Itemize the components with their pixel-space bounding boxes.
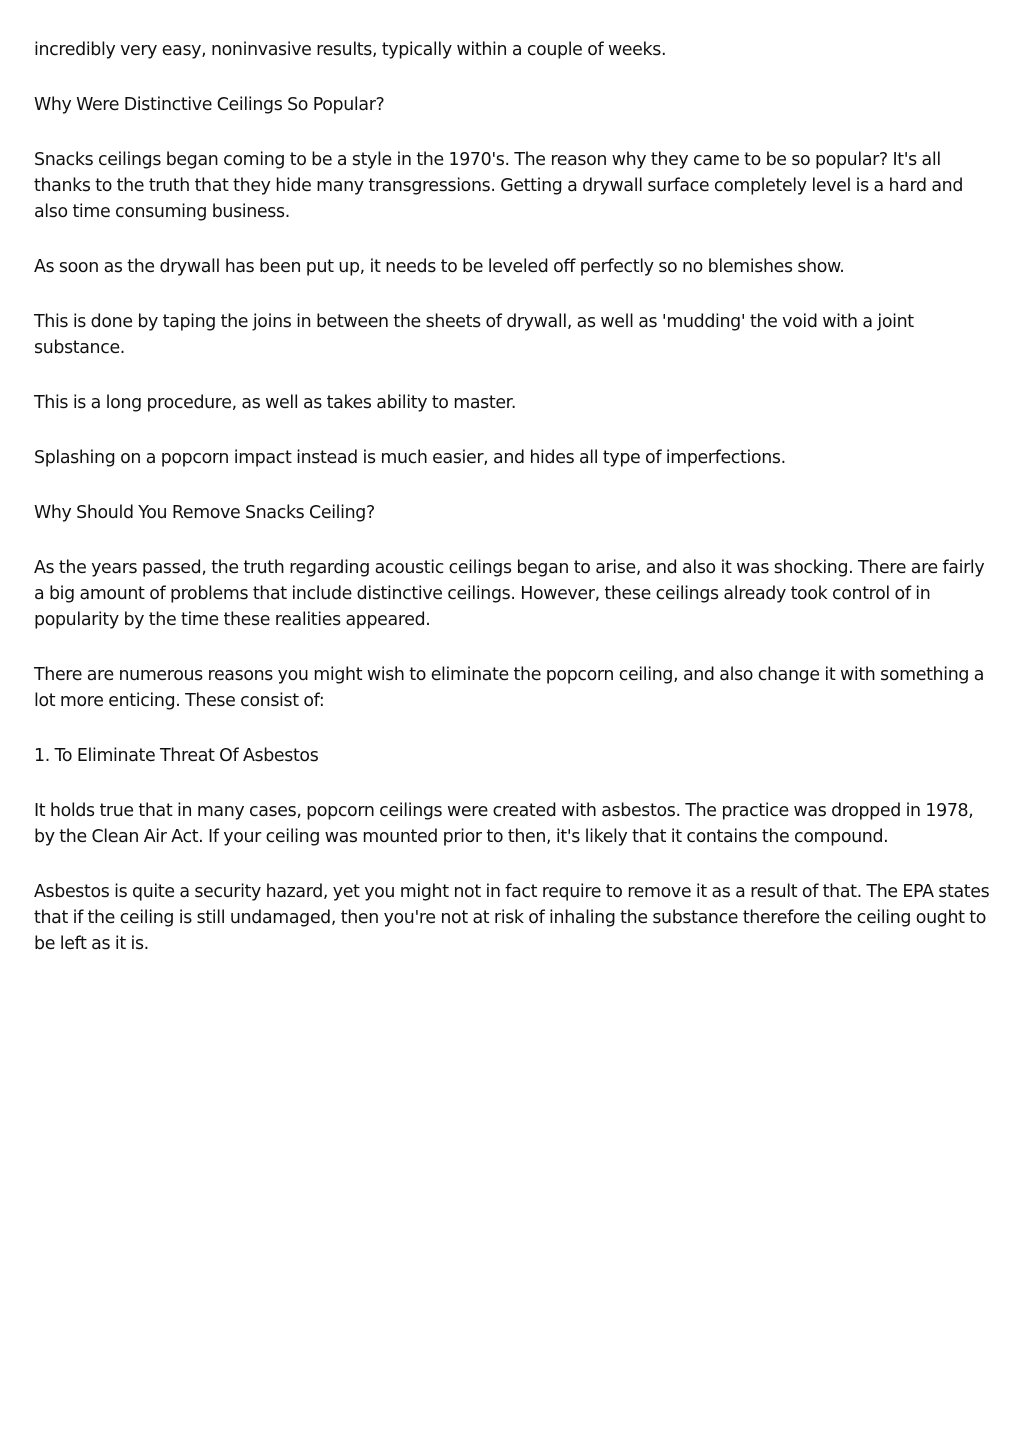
paragraph-asbestos-history: It holds true that in many cases, popcorn ceilings were created with asbestos. The practice was dropped in 1978, by the Clean Air Act. If your ceiling was mounted prior to then, it's likely that it contains the compound.	[34, 801, 974, 847]
document-body	[34, 37, 992, 986]
heading-why-popular: Why Were Distinctive Ceilings So Popular?	[34, 95, 385, 115]
paragraph-long-procedure: This is a long procedure, as well as takes ability to master.	[34, 393, 517, 413]
paragraph-reasons: There are numerous reasons you might wish to eliminate the popcorn ceiling, and also change it with something a lot more enticing. These consist of:	[34, 665, 985, 711]
heading-why-remove: Why Should You Remove Snacks Ceiling?	[34, 503, 375, 523]
paragraph-history: Snacks ceilings began coming to be a style in the 1970's. The reason why they came to be so popular? It's all thanks to the truth that they hide many transgressions. Getting a drywall surface completely level is a hard and also time consuming business.	[34, 150, 964, 222]
paragraph-asbestos-hazard: Asbestos is quite a security hazard, yet you might not in fact require to remove it as a result of that. The EPA states that if the ceiling is still undamaged, then you're not at risk of inhaling the substance therefore the ceiling ought to be left as it is.	[34, 882, 990, 954]
paragraph-taping: This is done by taping the joins in between the sheets of drywall, as well as 'mudding' the void with a joint substance.	[34, 312, 914, 358]
paragraph-continued: incredibly very easy, noninvasive results, typically within a couple of weeks.	[34, 40, 667, 60]
paragraph-problems: As the years passed, the truth regarding acoustic ceilings began to arise, and also it was shocking. There are fairly a big amount of problems that include distinctive ceilings. However, these ceilings already took control of in popularity by the time these realities appeared.	[34, 558, 985, 630]
heading-asbestos: 1. To Eliminate Threat Of Asbestos	[34, 746, 319, 766]
paragraph-drywall-level: As soon as the drywall has been put up, it needs to be leveled off perfectly so no blemishes show.	[34, 257, 845, 277]
paragraph-splashing: Splashing on a popcorn impact instead is much easier, and hides all type of imperfections.	[34, 448, 786, 468]
